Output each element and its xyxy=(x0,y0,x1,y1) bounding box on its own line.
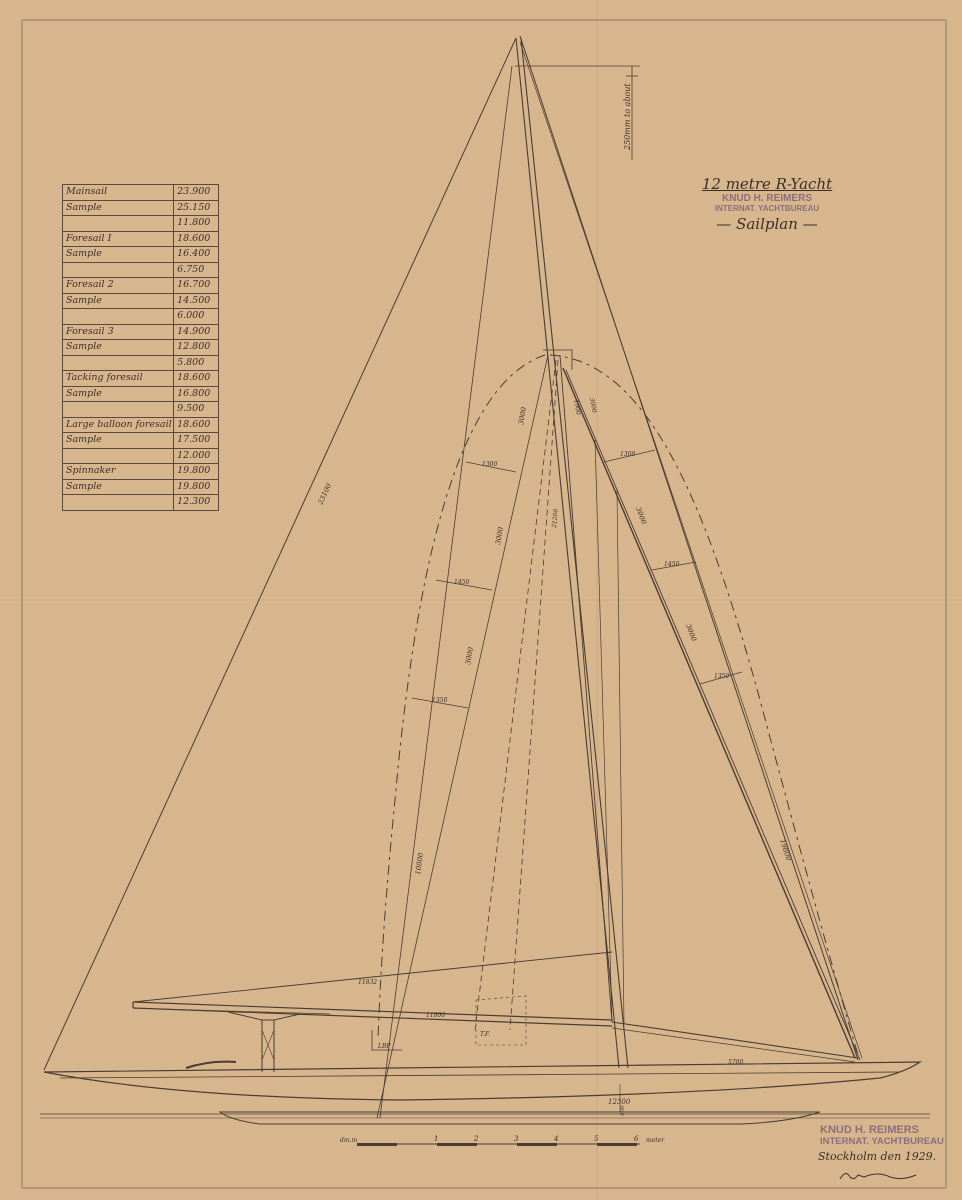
svg-text:11832: 11832 xyxy=(358,979,378,986)
sail-area-cell: 18.600 xyxy=(174,417,219,433)
sail-name-cell: Mainsail xyxy=(63,185,174,201)
sail-area-table xyxy=(62,184,219,511)
bottom-stamp xyxy=(820,1124,944,1147)
sail-name-cell: Foresail 2 xyxy=(63,278,174,294)
svg-text:23100: 23100 xyxy=(316,482,334,506)
sail-table-row xyxy=(63,262,219,278)
svg-text:1: 1 xyxy=(434,1135,439,1143)
svg-text:5: 5 xyxy=(594,1135,599,1143)
sail-table-row xyxy=(63,495,219,511)
svg-text:4: 4 xyxy=(554,1135,559,1143)
sail-table-row xyxy=(63,231,219,247)
foresail xyxy=(560,355,860,1062)
hull xyxy=(40,1062,930,1124)
sail-table-row xyxy=(63,216,219,232)
svg-text:3000: 3000 xyxy=(684,622,698,643)
sail-table-row xyxy=(63,417,219,433)
sail-area-cell: 6.750 xyxy=(174,262,219,278)
sail-name-cell: Sample xyxy=(63,247,174,263)
svg-text:3000: 3000 xyxy=(494,526,506,546)
sail-table-row xyxy=(63,433,219,449)
sail-table-row xyxy=(63,247,219,263)
sail-name-cell: Sample xyxy=(63,479,174,495)
sail-table-row xyxy=(63,479,219,495)
sail-name-cell: Sample xyxy=(63,386,174,402)
svg-text:LBP: LBP xyxy=(378,1043,391,1050)
sail-table-row xyxy=(63,200,219,216)
svg-text:21200: 21200 xyxy=(551,508,560,529)
sail-area-cell: 23.900 xyxy=(174,185,219,201)
svg-text:meter: meter xyxy=(646,1137,665,1144)
svg-text:3000: 3000 xyxy=(517,406,529,426)
sail-name-cell: Foresail I xyxy=(63,231,174,247)
svg-text:1300: 1300 xyxy=(620,451,636,458)
sail-table-row xyxy=(63,355,219,371)
title-block xyxy=(672,175,862,233)
sail-name-cell xyxy=(63,448,174,464)
sail-area-cell: 16.400 xyxy=(174,247,219,263)
sail-table-row xyxy=(63,340,219,356)
boom xyxy=(133,952,612,1072)
sail-table-row xyxy=(63,464,219,480)
sail-name-cell xyxy=(63,262,174,278)
sail-area-cell: 19.800 xyxy=(174,464,219,480)
sail-name-cell xyxy=(63,355,174,371)
sail-name-cell: Large balloon foresail xyxy=(63,417,174,433)
sail-name-cell xyxy=(63,495,174,511)
sail-name-cell xyxy=(63,402,174,418)
sail-area-cell: 12.300 xyxy=(174,495,219,511)
svg-text:250mm to about: 250mm to about xyxy=(623,83,632,150)
sail-area-cell: 11.800 xyxy=(174,216,219,232)
bureau-stamp-name: KNUD H. REIMERS xyxy=(721,193,812,204)
sail-name-cell: Sample xyxy=(63,293,174,309)
subtitle-text: Sailplan xyxy=(736,215,798,233)
svg-text:T.F.: T.F. xyxy=(480,1031,491,1038)
sail-name-cell: Tacking foresail xyxy=(63,371,174,387)
dimension-labels xyxy=(316,397,793,1117)
svg-text:1350: 1350 xyxy=(714,673,730,680)
svg-text:1350: 1350 xyxy=(432,697,448,704)
sail-name-cell: Spinnaker xyxy=(63,464,174,480)
svg-text:1450: 1450 xyxy=(664,561,680,568)
sail-area-cell: 16.800 xyxy=(174,386,219,402)
sail-area-cell: 25.150 xyxy=(174,200,219,216)
sail-area-cell: 12.800 xyxy=(174,340,219,356)
bureau-stamp-org: INTERNAT. YACHTBUREAU xyxy=(714,204,820,213)
sail-area-cell: 14.500 xyxy=(174,293,219,309)
svg-text:10800: 10800 xyxy=(414,852,426,876)
svg-text:12300: 12300 xyxy=(608,1098,631,1106)
sail-table-row xyxy=(63,402,219,418)
sail-area-cell: 18.600 xyxy=(174,371,219,387)
sail-name-cell xyxy=(63,309,174,325)
svg-text:2: 2 xyxy=(474,1135,479,1143)
svg-text:6: 6 xyxy=(634,1135,639,1143)
sail-area-cell: 12.000 xyxy=(174,448,219,464)
sail-name-cell: Sample xyxy=(63,433,174,449)
svg-text:1450: 1450 xyxy=(454,579,470,586)
svg-text:19800: 19800 xyxy=(778,838,793,862)
svg-text:3000: 3000 xyxy=(634,505,648,526)
sail-table-row xyxy=(63,448,219,464)
sail-table-row xyxy=(63,324,219,340)
sail-table-row xyxy=(63,386,219,402)
spinnaker xyxy=(378,350,858,1055)
sail-area-cell: 19.800 xyxy=(174,479,219,495)
sail-table-row xyxy=(63,185,219,201)
svg-text:dm.m: dm.m xyxy=(340,1137,358,1144)
svg-text:400: 400 xyxy=(620,1105,626,1116)
sail-name-cell: Sample xyxy=(63,200,174,216)
sail-name-cell: Foresail 3 xyxy=(63,324,174,340)
svg-text:3000: 3000 xyxy=(464,646,476,666)
scale-bar xyxy=(340,1135,665,1146)
sail-table-row xyxy=(63,293,219,309)
signature xyxy=(838,1167,928,1183)
sail-area-cell: 18.600 xyxy=(174,231,219,247)
svg-text:1300: 1300 xyxy=(482,461,498,468)
sail-name-cell: Sample xyxy=(63,340,174,356)
bottom-stamp-org: INTERNAT. YACHTBUREAU xyxy=(820,1136,944,1147)
bottom-stamp-name: KNUD H. REIMERS xyxy=(820,1124,920,1136)
svg-text:1900: 1900 xyxy=(572,399,582,416)
sail-area-cell: 5.800 xyxy=(174,355,219,371)
sail-table-row xyxy=(63,371,219,387)
svg-text:3000: 3000 xyxy=(588,397,598,414)
svg-text:5700: 5700 xyxy=(728,1059,744,1066)
masthead-dimension xyxy=(515,66,640,160)
sail-area-cell: 17.500 xyxy=(174,433,219,449)
sail-table-row xyxy=(63,309,219,325)
sail-table-row xyxy=(63,278,219,294)
drawing-title: 12 metre R-Yacht xyxy=(701,175,833,193)
sail-area-cell: 6.000 xyxy=(174,309,219,325)
sail-area-cell: 9.500 xyxy=(174,402,219,418)
drawing-subtitle: — Sailplan — xyxy=(716,215,818,233)
svg-text:11800: 11800 xyxy=(426,1012,446,1019)
sail-area-cell: 16.700 xyxy=(174,278,219,294)
sail-area-cell: 14.900 xyxy=(174,324,219,340)
place-date: Stockholm den 1929. xyxy=(818,1150,937,1163)
sail-name-cell xyxy=(63,216,174,232)
svg-text:3: 3 xyxy=(514,1135,519,1143)
